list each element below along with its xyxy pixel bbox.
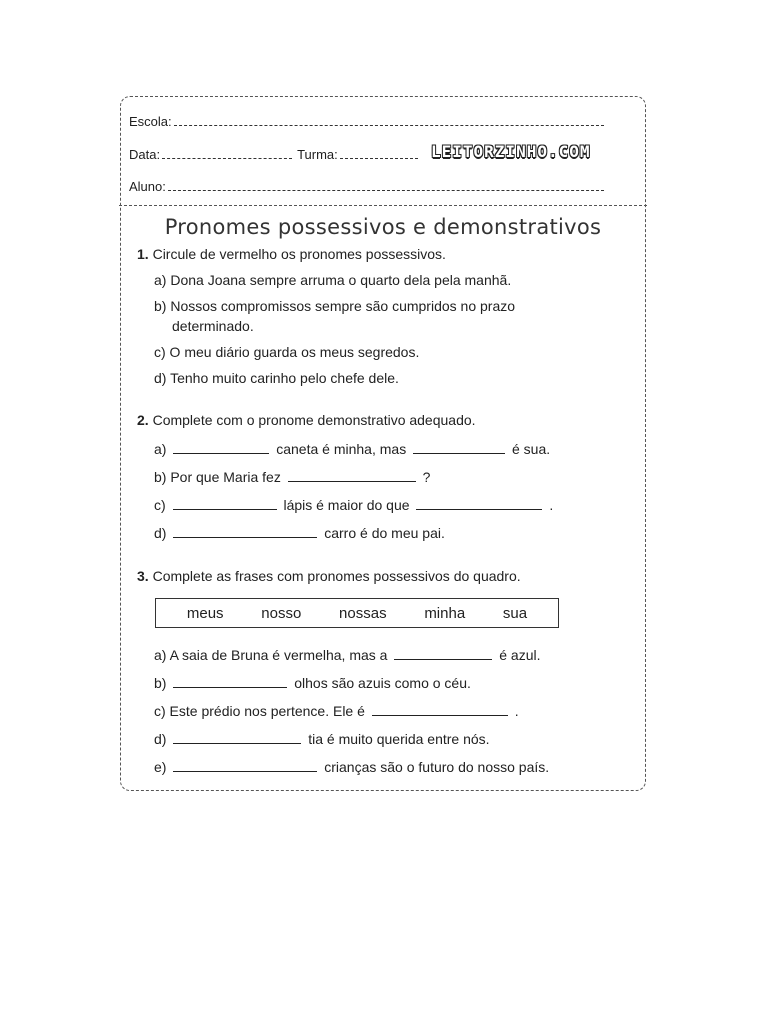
- q3-c-blank[interactable]: [372, 703, 508, 716]
- question-3-number: 3.: [137, 568, 149, 584]
- q2-a-end: é sua.: [511, 441, 551, 457]
- school-line: [129, 114, 604, 129]
- date-label: Data:: [129, 147, 161, 162]
- q3-b-blank[interactable]: [173, 675, 287, 688]
- q3-c-label: c) Este prédio nos pertence. Ele é: [154, 703, 365, 719]
- school-label: Escola:: [129, 114, 172, 129]
- q3-a-blank[interactable]: [394, 647, 492, 660]
- q3-item-d: [154, 731, 490, 747]
- q2-item-c: [154, 497, 553, 513]
- question-1-number: 1.: [137, 246, 149, 262]
- q3-a-end: é azul.: [499, 647, 541, 663]
- page-title: Pronomes possessivos e demonstrativos: [164, 215, 602, 239]
- date-class-line: [129, 147, 418, 162]
- q2-b-label: b) Por que Maria fez: [154, 469, 281, 485]
- question-1-prompt: Circule de vermelho os pronomes possessivos.: [152, 246, 446, 262]
- word-box-item: nossas: [339, 604, 387, 622]
- q3-item-b: [154, 675, 471, 691]
- q2-a-blank-1[interactable]: [173, 441, 269, 454]
- q2-item-b: [154, 469, 430, 485]
- q2-a-label: a): [154, 441, 167, 457]
- q3-c-end: .: [514, 703, 519, 719]
- student-field: [168, 189, 604, 191]
- q1-item-a: a) Dona Joana sempre arruma o quarto dela pela manhã.: [154, 272, 512, 288]
- q1-item-b: b) Nossos compromissos sempre são cumpridos no prazo: [154, 298, 516, 314]
- word-box-item: sua: [502, 604, 528, 622]
- q1-item-b-cont: determinado.: [172, 318, 254, 334]
- q2-c-label: c): [154, 497, 166, 513]
- worksheet: [120, 96, 646, 791]
- q1-item-c: c) O meu diário guarda os meus segredos.: [154, 344, 420, 360]
- student-label: Aluno:: [129, 179, 166, 194]
- q3-a-label: a) A saia de Bruna é vermelha, mas a: [154, 647, 388, 663]
- q2-item-d: [154, 525, 445, 541]
- q2-b-blank[interactable]: [288, 469, 416, 482]
- q2-a-blank-2[interactable]: [413, 441, 505, 454]
- word-box-item: meus: [186, 604, 224, 622]
- q3-item-c: [154, 703, 519, 719]
- question-3-prompt: Complete as frases com pronomes possessivos do quadro.: [152, 568, 521, 584]
- q3-item-e: [154, 759, 549, 775]
- q2-b-end: ?: [422, 469, 431, 485]
- word-box: [155, 598, 559, 628]
- q2-item-a: [154, 441, 550, 457]
- q2-d-label: d): [154, 525, 167, 541]
- question-2-prompt: Complete com o pronome demonstrativo adequado.: [152, 412, 476, 428]
- q3-e-blank[interactable]: [173, 759, 317, 772]
- q2-d-blank[interactable]: [173, 525, 317, 538]
- header-divider: [119, 205, 647, 206]
- school-field: [174, 124, 604, 126]
- q2-a-mid: caneta é minha, mas: [276, 441, 407, 457]
- q3-d-blank[interactable]: [173, 731, 301, 744]
- q2-c-blank-2[interactable]: [416, 497, 542, 510]
- date-field: [162, 157, 292, 159]
- q3-d-end: tia é muito querida entre nós.: [308, 731, 490, 747]
- class-field: [340, 157, 418, 159]
- q2-c-mid: lápis é maior do que: [283, 497, 410, 513]
- q3-item-a: [154, 647, 541, 663]
- word-box-item: minha: [424, 604, 466, 622]
- q2-c-end: .: [549, 497, 554, 513]
- q3-b-label: b): [154, 675, 167, 691]
- q1-item-d: d) Tenho muito carinho pelo chefe dele.: [154, 370, 399, 386]
- question-2: [137, 412, 476, 428]
- student-line: [129, 179, 604, 194]
- question-1: [137, 246, 446, 262]
- word-box-item: nosso: [261, 604, 302, 622]
- q3-b-end: olhos são azuis como o céu.: [294, 675, 471, 691]
- question-2-number: 2.: [137, 412, 149, 428]
- question-3: [137, 568, 521, 584]
- q3-d-label: d): [154, 731, 167, 747]
- q2-d-end: carro é do meu pai.: [324, 525, 445, 541]
- site-logo: LEITORZINHO.COM: [431, 142, 591, 161]
- q2-c-blank-1[interactable]: [173, 497, 277, 510]
- q3-e-end: crianças são o futuro do nosso país.: [324, 759, 550, 775]
- q3-e-label: e): [154, 759, 167, 775]
- class-label: Turma:: [297, 147, 338, 162]
